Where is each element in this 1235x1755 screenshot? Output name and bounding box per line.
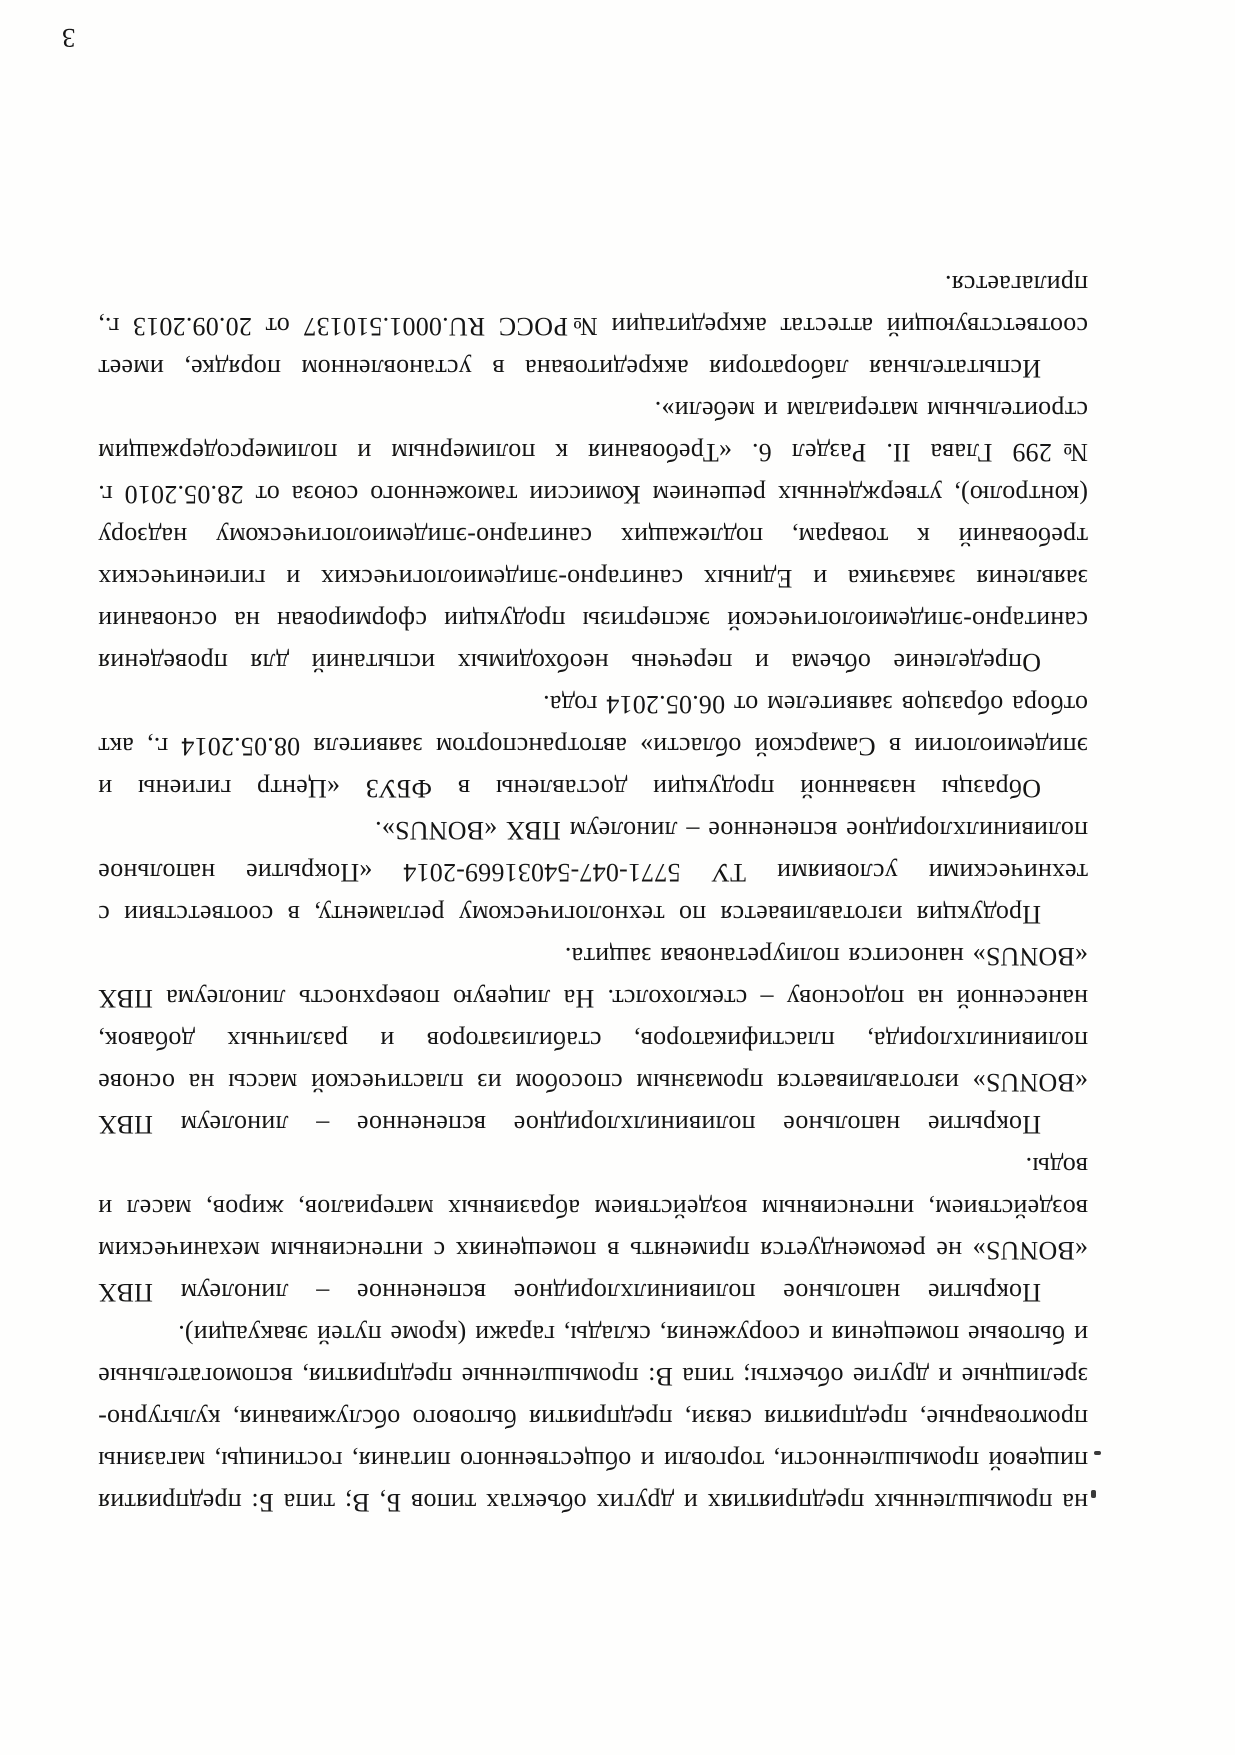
paragraph-continuation: на промышленных предприятиях и других объектах типов Б, В; типа Б: предприятия пищевой промышленности, торговли и общественного питания, гостиницы, магазины промтоварные, предприятия связи, предприятия бытового обслуживания, культурно-зрелищные и другие объекты; типа В: промышленные предприятия, вспомогательные и бытовые помещения и сооружения, склады, гаражи (кроме путей эвакуации). (98, 1320, 1088, 1517)
paragraph: Образцы названной продукции доставлены в ФБУЗ «Центр гигиены и эпидемиологии в Самарской области» автотранспортом заявителя 08.05.2014 г., акт отбора образцов заявителем от 06.05.2014 года. (98, 690, 1088, 803)
paragraph: Определение объема и перечень необходимых испытаний для проведения санитарно-эпидемиологической экспертизы продукции сформирован на основании заявления заказчика и Единых санитарно-эпидемиологических и гигиенических требований к товарам, подлежащих санитарно-эпидемиологическому надзору (контролю), утвержденных решением Комиссии таможенного союза от 28.05.2010 г. №299 Глава II. Раздел 6. «Требования к полимерным и полимерсодержащим строительным материалам и мебели». (98, 396, 1088, 677)
paragraph: Покрытие напольное поливинилхлоридное вспененное – линолеум ПВХ «BONUS» не рекомендуется применять в помещениях с интенсивным механическим воздействием, интенсивным воздействием абразивных материалов, жиров, масел и воды. (98, 1152, 1088, 1307)
document-body-text (98, 263, 1088, 1523)
paragraph: Покрытие напольное поливинилхлоридное вспененное – линолеум ПВХ «BONUS» изготавливается промазным способом из пластической массы на основе поливинилхлорида, пластификаторов, стабилизаторов и различных добавок, нанесенной на подоснову – стеклохолст. На лицевую поверхность линолеума ПВХ «BONUS» наносится полиуретановая защита. (98, 942, 1088, 1139)
paragraph: Испытательная лаборатория аккредитована в установленном порядке, имеет соответствующий аттестат аккредитации №РОСС RU.0001.510137 от 20.09.2013 г., прилагается. (98, 270, 1088, 383)
scan-artifact-dot (1094, 1451, 1101, 1455)
page-number: 3 (62, 23, 76, 53)
scan-artifact-dot (1091, 1490, 1096, 1498)
paragraph: Продукция изготавливается по технологическому регламенту, в соответствии с техническими условиями ТУ 5771-047-54031669-2014 «Покрытие напольное поливинилхлоридное вспененное – линолеум ПВХ «BONUS». (98, 816, 1088, 929)
